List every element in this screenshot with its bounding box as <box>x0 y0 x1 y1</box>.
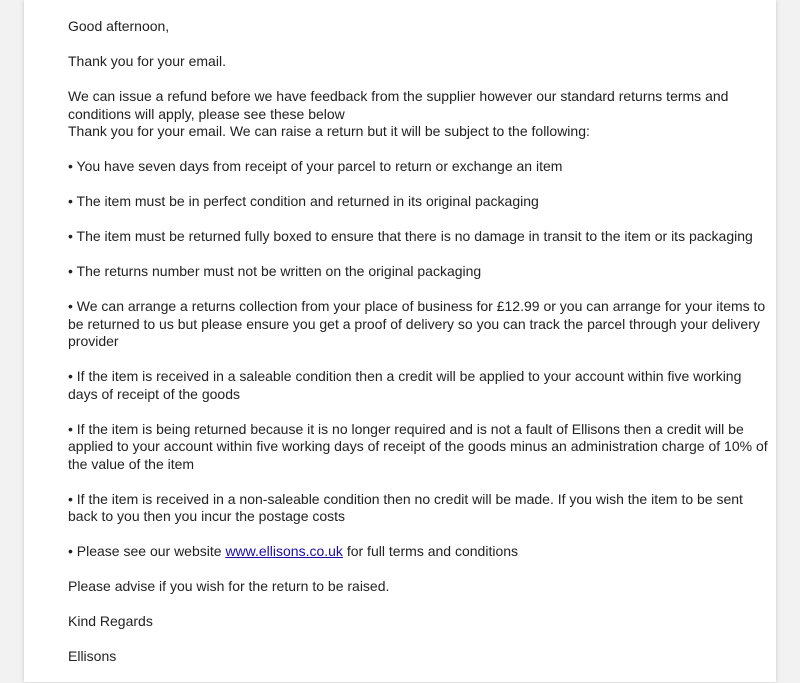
bullet-website <box>68 543 768 561</box>
advise-line: Please advise if you wish for the return to be raised. <box>68 578 390 594</box>
signoff: Kind Regards <box>68 613 153 629</box>
greeting: Good afternoon, <box>68 18 170 34</box>
refund-note: We can issue a refund before we have feedback from the supplier however our standard returns terms and conditions will apply, please see these below <box>68 88 729 122</box>
bullet-non-saleable: • If the item is received in a non-saleable condition then no credit will be made. If you wish the item to be sent back to you then you incur the postage costs <box>68 490 743 524</box>
bullet-saleable: • If the item is received in a saleable condition then a credit will be applied to your account within five working days of receipt of the goods <box>68 368 742 402</box>
website-link[interactable]: www.ellisons.co.uk <box>225 543 343 559</box>
bullet-seven-days: • You have seven days from receipt of your parcel to return or exchange an item <box>68 158 563 174</box>
bullet-perfect-condition: • The item must be in perfect condition and returned in its original packaging <box>68 193 539 209</box>
website-bullet-suffix: for full terms and conditions <box>342 543 519 559</box>
bullet-collection: • We can arrange a returns collection from your place of business for £12.99 or you can arrange for your items to be returned to us but please ensure you get a proof of delivery so you can track the parcel through your delivery provider <box>68 298 766 349</box>
email-page <box>24 0 776 682</box>
bullet-not-required: • If the item is being returned because it is no longer required and is not a fault of Ellisons then a credit will be applied to your account within five working days of receipt of the goods minus an administration charge of 10% of the value of the item <box>68 420 768 472</box>
bullet-returns-number: • The returns number must not be written on the original packaging <box>68 263 482 279</box>
thanks-line: Thank you for your email. <box>68 53 226 69</box>
bullet-fully-boxed: • The item must be returned fully boxed to ensure that there is no damage in transit to the item or its packaging <box>68 228 753 244</box>
intro-line: Thank you for your email. We can raise a return but it will be subject to the following: <box>68 123 590 139</box>
email-body <box>68 18 768 683</box>
signature: Ellisons <box>68 648 117 664</box>
website-bullet-prefix: • Please see our website <box>68 543 226 559</box>
